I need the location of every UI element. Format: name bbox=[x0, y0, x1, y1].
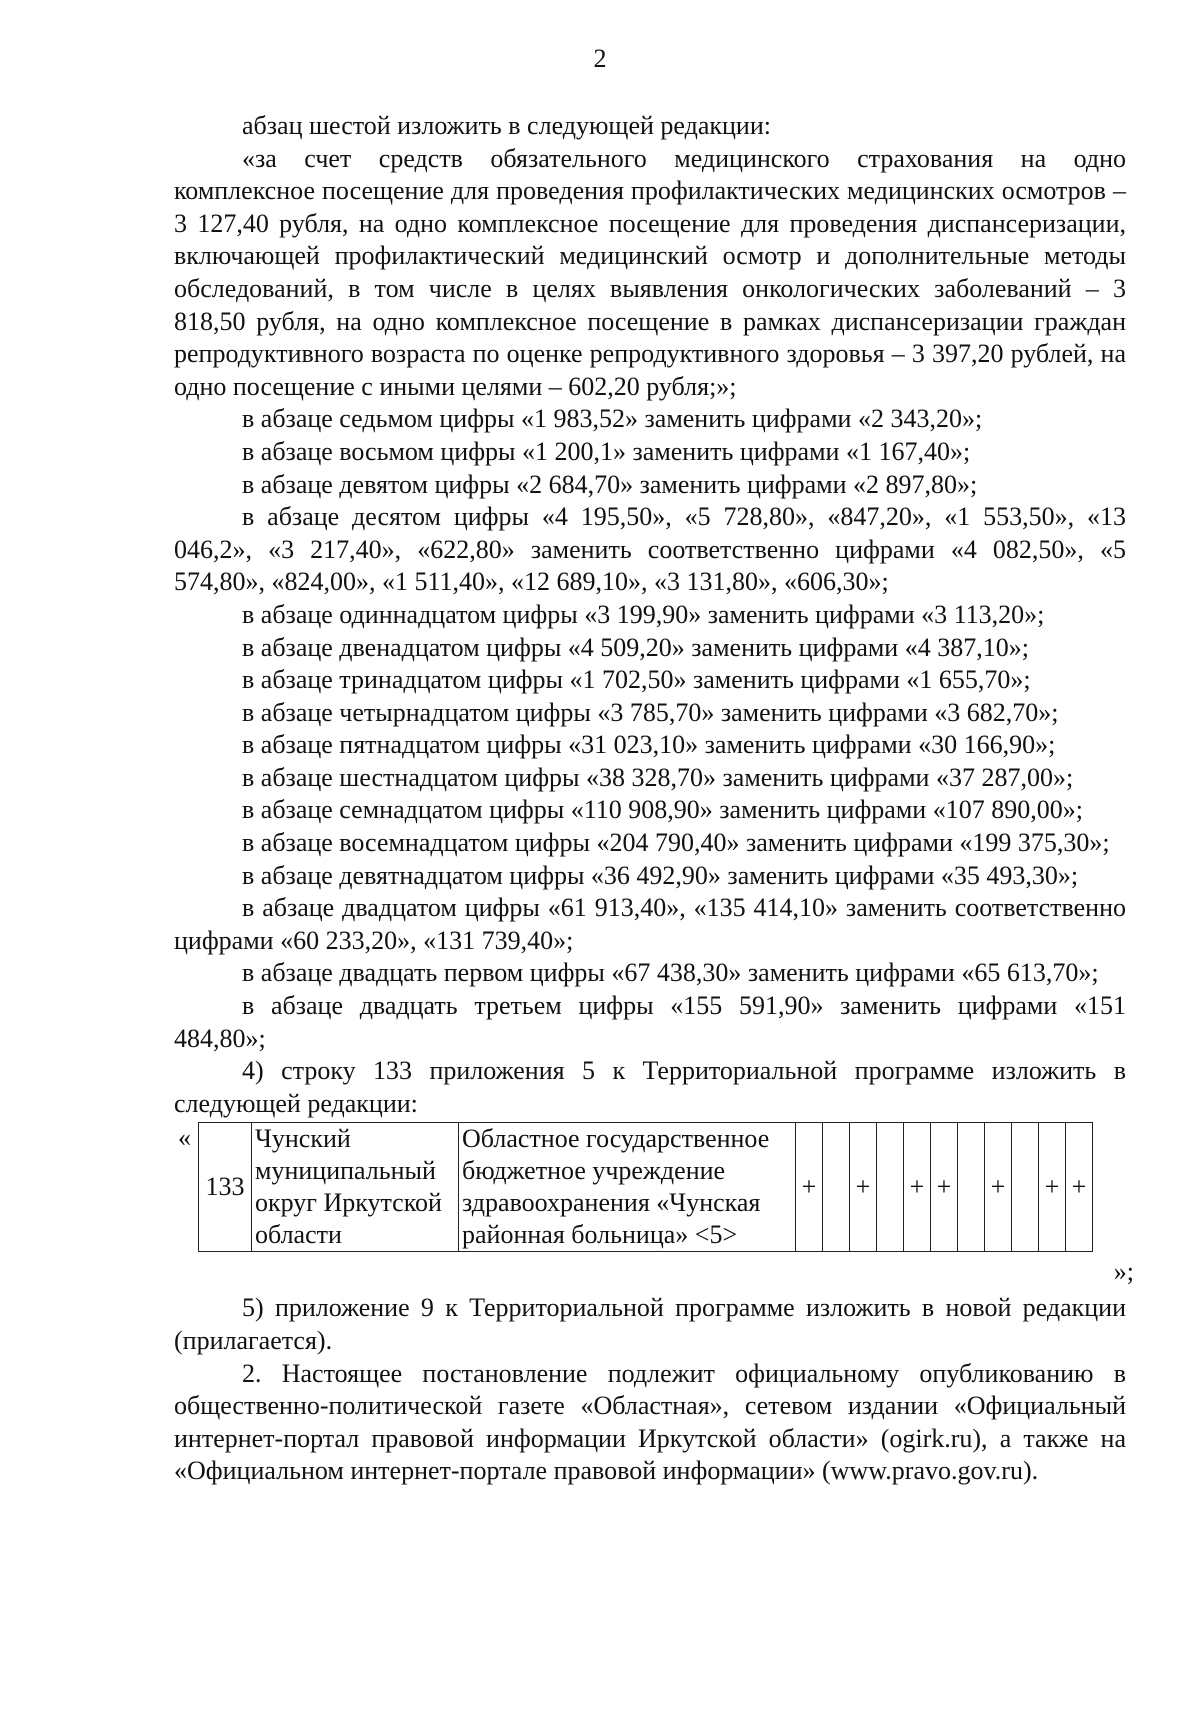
paragraph: в абзаце восемнадцатом цифры «204 790,40» заменить цифрами «199 375,30»; bbox=[242, 828, 1110, 858]
mark-cell: + bbox=[985, 1123, 1012, 1252]
mark-cell: + bbox=[1066, 1123, 1093, 1252]
mark-cell bbox=[958, 1123, 985, 1252]
mark-cell bbox=[1012, 1123, 1039, 1252]
page-number: 2 bbox=[593, 44, 607, 73]
mark-cell: + bbox=[904, 1123, 931, 1252]
paragraph: 2. Настоящее постановление подлежит официальному опубликованию в общественно-политической газете «Областная», сетевом издании «Официальный интернет-портал правовой информации Иркутской области» (ogirk.ru), а также на «Официальном интернет-портале правовой информации» (www.pravo.gov.ru). bbox=[174, 1358, 1126, 1486]
table-row-133 bbox=[198, 1122, 1093, 1252]
paragraph: в абзаце семнадцатом цифры «110 908,90» заменить цифрами «107 890,00»; bbox=[242, 795, 1083, 825]
paragraph: в абзаце двадцатом цифры «61 913,40», «135 414,10» заменить соответственно цифрами «60 233,20», «131 739,40»; bbox=[174, 893, 1126, 955]
paragraph: в абзаце двенадцатом цифры «4 509,20» заменить цифрами «4 387,10»; bbox=[242, 632, 1029, 662]
paragraph: в абзаце четырнадцатом цифры «3 785,70» заменить цифрами «3 682,70»; bbox=[242, 697, 1059, 727]
mark-cell: + bbox=[850, 1123, 877, 1252]
paragraph: 5) приложение 9 к Территориальной программе изложить в новой редакции (прилагается). bbox=[174, 1293, 1126, 1355]
paragraph: в абзаце девятом цифры «2 684,70» заменить цифрами «2 897,80»; bbox=[242, 469, 978, 499]
organization-cell: Областное государственное бюджетное учреждение здравоохранения «Чунская районная больница» <5> bbox=[459, 1123, 796, 1252]
open-quote: « bbox=[178, 1123, 191, 1153]
paragraph: в абзаце тринадцатом цифры «1 702,50» заменить цифрами «1 655,70»; bbox=[242, 665, 1031, 695]
paragraph: в абзаце десятом цифры «4 195,50», «5 728,80», «847,20», «1 553,50», «13 046,2», «3 217,40», «622,80» заменить соответственно цифрами «4 082,50», «5 574,80», «824,00», «1 511,40», «12 689,10», «3 131,80», «606,30»; bbox=[174, 502, 1126, 597]
paragraph: в абзаце одиннадцатом цифры «3 199,90» заменить цифрами «3 113,20»; bbox=[242, 599, 1045, 629]
document-body bbox=[174, 110, 1134, 1488]
paragraph: в абзаце пятнадцатом цифры «31 023,10» заменить цифрами «30 166,90»; bbox=[242, 730, 1056, 760]
mark-cell: + bbox=[1039, 1123, 1066, 1252]
row-number-cell: 133 bbox=[199, 1123, 252, 1252]
table-row bbox=[199, 1123, 1093, 1252]
paragraph: в абзаце седьмом цифры «1 983,52» заменить цифрами «2 343,20»; bbox=[242, 404, 983, 434]
mark-cell bbox=[877, 1123, 904, 1252]
close-quote: »; bbox=[1113, 1257, 1134, 1287]
mark-cell bbox=[823, 1123, 850, 1252]
paragraph: в абзаце восьмом цифры «1 200,1» заменить цифрами «1 167,40»; bbox=[242, 436, 971, 466]
paragraph: в абзаце двадцать первом цифры «67 438,30» заменить цифрами «65 613,70»; bbox=[242, 958, 1099, 988]
paragraph: в абзаце девятнадцатом цифры «36 492,90» заменить цифрами «35 493,30»; bbox=[242, 860, 1079, 890]
paragraph: 4) строку 133 приложения 5 к Территориальной программе изложить в следующей редакции: bbox=[174, 1056, 1126, 1118]
paragraph: абзац шестой изложить в следующей редакции: bbox=[242, 111, 771, 140]
paragraph: в абзаце шестнадцатом цифры «38 328,70» заменить цифрами «37 287,00»; bbox=[242, 762, 1074, 792]
paragraph: «за счет средств обязательного медицинского страхования на одно комплексное посещение для проведения профилактических медицинских осмотров – 3 127,40 рубля, на одно комплексное посещение для проведения диспансеризации, включающей профилактический медицинский осмотр и дополнительные методы обследований, в том числе в целях выявления онкологических заболеваний – 3 818,50 рубля, на одно комплексное посещение в рамках диспансеризации граждан репродуктивного возраста по оценке репродуктивного здоровья – 3 397,20 рублей, на одно посещение с иными целями – 602,20 рубля;»; bbox=[174, 143, 1126, 401]
mark-cell: + bbox=[796, 1123, 823, 1252]
paragraph: в абзаце двадцать третьем цифры «155 591,90» заменить цифрами «151 484,80»; bbox=[174, 991, 1126, 1053]
municipality-cell: Чунский муниципальный округ Иркутской области bbox=[252, 1123, 459, 1252]
table-row-133-block bbox=[174, 1122, 1134, 1292]
mark-cell: + bbox=[931, 1123, 958, 1252]
